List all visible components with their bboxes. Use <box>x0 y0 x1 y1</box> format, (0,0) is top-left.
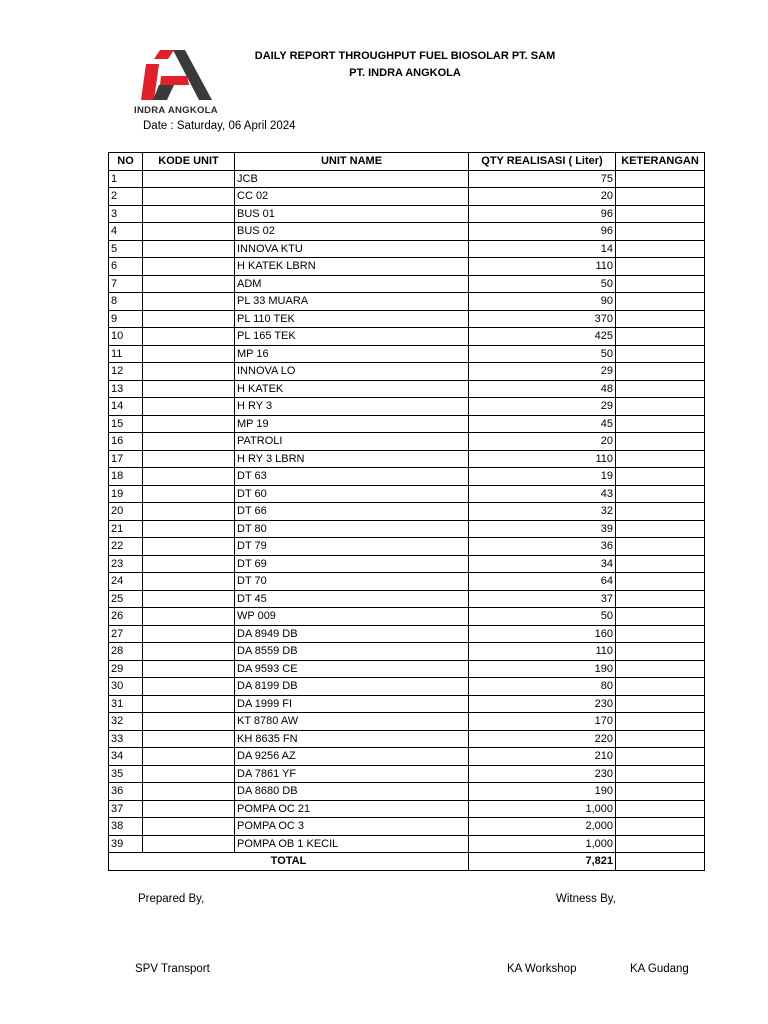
row-qty: 48 <box>469 380 616 398</box>
row-unit-name: MP 19 <box>235 415 469 433</box>
row-unit-name: DA 8680 DB <box>235 783 469 801</box>
row-kode-unit <box>143 748 235 766</box>
table-row <box>109 170 705 188</box>
row-kode-unit <box>143 783 235 801</box>
row-keterangan <box>616 380 705 398</box>
row-qty: 39 <box>469 520 616 538</box>
row-qty: 230 <box>469 765 616 783</box>
table-row <box>109 538 705 556</box>
table-row <box>109 520 705 538</box>
row-kode-unit <box>143 643 235 661</box>
row-qty: 96 <box>469 223 616 241</box>
row-keterangan <box>616 240 705 258</box>
row-unit-name: DA 7861 YF <box>235 765 469 783</box>
row-unit-name: INNOVA KTU <box>235 240 469 258</box>
row-no: 24 <box>109 573 143 591</box>
row-keterangan <box>616 275 705 293</box>
row-keterangan <box>616 538 705 556</box>
row-keterangan <box>616 783 705 801</box>
table-row <box>109 328 705 346</box>
column-header-keterangan: KETERANGAN <box>616 153 705 171</box>
row-no: 26 <box>109 608 143 626</box>
row-qty: 37 <box>469 590 616 608</box>
prepared-by-label: Prepared By, <box>138 893 205 905</box>
row-qty: 170 <box>469 713 616 731</box>
table-row <box>109 205 705 223</box>
table-row <box>109 695 705 713</box>
row-keterangan <box>616 415 705 433</box>
column-header-unit-name: UNIT NAME <box>235 153 469 171</box>
row-kode-unit <box>143 695 235 713</box>
table-row <box>109 783 705 801</box>
row-qty: 190 <box>469 660 616 678</box>
report-date: Date : Saturday, 06 April 2024 <box>143 120 296 132</box>
row-unit-name: DA 1999 FI <box>235 695 469 713</box>
row-unit-name: MP 16 <box>235 345 469 363</box>
row-kode-unit <box>143 800 235 818</box>
row-kode-unit <box>143 258 235 276</box>
table-row <box>109 608 705 626</box>
row-unit-name: JCB <box>235 170 469 188</box>
row-keterangan <box>616 695 705 713</box>
row-qty: 110 <box>469 258 616 276</box>
row-no: 39 <box>109 835 143 853</box>
row-qty: 210 <box>469 748 616 766</box>
row-kode-unit <box>143 240 235 258</box>
table-row <box>109 345 705 363</box>
row-qty: 230 <box>469 695 616 713</box>
row-keterangan <box>616 643 705 661</box>
table-row <box>109 835 705 853</box>
row-unit-name: WP 009 <box>235 608 469 626</box>
row-kode-unit <box>143 608 235 626</box>
row-keterangan <box>616 678 705 696</box>
table-row <box>109 818 705 836</box>
row-kode-unit <box>143 713 235 731</box>
row-keterangan <box>616 170 705 188</box>
row-keterangan <box>616 573 705 591</box>
row-unit-name: INNOVA LO <box>235 363 469 381</box>
row-no: 7 <box>109 275 143 293</box>
row-unit-name: H RY 3 <box>235 398 469 416</box>
row-keterangan <box>616 433 705 451</box>
row-keterangan <box>616 590 705 608</box>
table-row <box>109 275 705 293</box>
row-qty: 160 <box>469 625 616 643</box>
row-keterangan <box>616 345 705 363</box>
row-kode-unit <box>143 205 235 223</box>
row-unit-name: BUS 02 <box>235 223 469 241</box>
table-row <box>109 398 705 416</box>
row-kode-unit <box>143 415 235 433</box>
row-keterangan <box>616 205 705 223</box>
row-no: 10 <box>109 328 143 346</box>
row-no: 28 <box>109 643 143 661</box>
table-row <box>109 625 705 643</box>
row-no: 19 <box>109 485 143 503</box>
logo-text: INDRA ANGKOLA <box>134 105 218 116</box>
row-keterangan <box>616 625 705 643</box>
row-qty: 425 <box>469 328 616 346</box>
table-row <box>109 310 705 328</box>
row-unit-name: PL 110 TEK <box>235 310 469 328</box>
row-kode-unit <box>143 520 235 538</box>
row-kode-unit <box>143 765 235 783</box>
row-qty: 75 <box>469 170 616 188</box>
row-kode-unit <box>143 678 235 696</box>
table-row <box>109 660 705 678</box>
row-no: 29 <box>109 660 143 678</box>
column-header-kode-unit: KODE UNIT <box>143 153 235 171</box>
ka-workshop-label: KA Workshop <box>507 963 577 975</box>
row-qty: 190 <box>469 783 616 801</box>
row-kode-unit <box>143 345 235 363</box>
row-no: 21 <box>109 520 143 538</box>
row-keterangan <box>616 310 705 328</box>
row-no: 17 <box>109 450 143 468</box>
row-unit-name: DA 9256 AZ <box>235 748 469 766</box>
row-no: 14 <box>109 398 143 416</box>
row-qty: 29 <box>469 363 616 381</box>
table-row <box>109 433 705 451</box>
row-unit-name: DT 66 <box>235 503 469 521</box>
row-unit-name: DT 79 <box>235 538 469 556</box>
row-unit-name: CC 02 <box>235 188 469 206</box>
row-keterangan <box>616 748 705 766</box>
row-keterangan <box>616 765 705 783</box>
row-keterangan <box>616 258 705 276</box>
table-row <box>109 730 705 748</box>
row-unit-name: KH 8635 FN <box>235 730 469 748</box>
table-row <box>109 678 705 696</box>
row-kode-unit <box>143 590 235 608</box>
table-row <box>109 450 705 468</box>
row-unit-name: DT 80 <box>235 520 469 538</box>
table-row <box>109 713 705 731</box>
table-row <box>109 468 705 486</box>
row-kode-unit <box>143 818 235 836</box>
row-no: 11 <box>109 345 143 363</box>
row-no: 22 <box>109 538 143 556</box>
row-unit-name: ADM <box>235 275 469 293</box>
row-kode-unit <box>143 485 235 503</box>
row-kode-unit <box>143 398 235 416</box>
row-unit-name: PL 165 TEK <box>235 328 469 346</box>
table-row <box>109 415 705 433</box>
row-no: 20 <box>109 503 143 521</box>
row-no: 27 <box>109 625 143 643</box>
row-no: 23 <box>109 555 143 573</box>
row-keterangan <box>616 468 705 486</box>
row-no: 25 <box>109 590 143 608</box>
row-qty: 64 <box>469 573 616 591</box>
row-kode-unit <box>143 835 235 853</box>
table-row <box>109 590 705 608</box>
row-unit-name: H KATEK LBRN <box>235 258 469 276</box>
row-no: 33 <box>109 730 143 748</box>
row-no: 13 <box>109 380 143 398</box>
row-qty: 14 <box>469 240 616 258</box>
row-qty: 20 <box>469 433 616 451</box>
row-qty: 50 <box>469 275 616 293</box>
row-unit-name: H KATEK <box>235 380 469 398</box>
row-no: 15 <box>109 415 143 433</box>
company-name: PT. INDRA ANGKOLA <box>349 67 461 79</box>
row-unit-name: PATROLI <box>235 433 469 451</box>
row-unit-name: KT 8780 AW <box>235 713 469 731</box>
row-qty: 220 <box>469 730 616 748</box>
table-row <box>109 800 705 818</box>
row-no: 32 <box>109 713 143 731</box>
row-qty: 20 <box>469 188 616 206</box>
row-kode-unit <box>143 433 235 451</box>
report-title: DAILY REPORT THROUGHPUT FUEL BIOSOLAR PT. SAM <box>254 50 556 62</box>
total-row <box>109 853 705 871</box>
row-unit-name: DA 9593 CE <box>235 660 469 678</box>
row-keterangan <box>616 730 705 748</box>
total-qty: 7,821 <box>469 853 616 871</box>
row-qty: 96 <box>469 205 616 223</box>
row-no: 36 <box>109 783 143 801</box>
row-kode-unit <box>143 625 235 643</box>
row-kode-unit <box>143 275 235 293</box>
table-row <box>109 363 705 381</box>
row-unit-name: DT 60 <box>235 485 469 503</box>
row-qty: 1,000 <box>469 800 616 818</box>
row-kode-unit <box>143 730 235 748</box>
row-qty: 2,000 <box>469 818 616 836</box>
row-keterangan <box>616 713 705 731</box>
row-keterangan <box>616 223 705 241</box>
table-row <box>109 293 705 311</box>
row-qty: 19 <box>469 468 616 486</box>
row-kode-unit <box>143 310 235 328</box>
ka-gudang-label: KA Gudang <box>630 963 689 975</box>
row-unit-name: DT 45 <box>235 590 469 608</box>
row-qty: 29 <box>469 398 616 416</box>
row-no: 2 <box>109 188 143 206</box>
row-unit-name: BUS 01 <box>235 205 469 223</box>
row-no: 34 <box>109 748 143 766</box>
table-row <box>109 503 705 521</box>
row-no: 38 <box>109 818 143 836</box>
row-unit-name: DA 8199 DB <box>235 678 469 696</box>
row-no: 6 <box>109 258 143 276</box>
row-unit-name: DT 63 <box>235 468 469 486</box>
row-keterangan <box>616 660 705 678</box>
row-keterangan <box>616 485 705 503</box>
column-header-qty: QTY REALISASI ( Liter) <box>469 153 616 171</box>
row-kode-unit <box>143 573 235 591</box>
row-kode-unit <box>143 660 235 678</box>
table-row <box>109 573 705 591</box>
row-kode-unit <box>143 380 235 398</box>
row-unit-name: PL 33 MUARA <box>235 293 469 311</box>
row-kode-unit <box>143 538 235 556</box>
table-row <box>109 643 705 661</box>
table-row <box>109 223 705 241</box>
row-no: 9 <box>109 310 143 328</box>
row-keterangan <box>616 503 705 521</box>
row-qty: 110 <box>469 450 616 468</box>
row-no: 37 <box>109 800 143 818</box>
row-kode-unit <box>143 188 235 206</box>
row-qty: 50 <box>469 345 616 363</box>
row-keterangan <box>616 398 705 416</box>
table-header-row <box>109 153 705 171</box>
row-keterangan <box>616 520 705 538</box>
row-keterangan <box>616 188 705 206</box>
row-keterangan <box>616 450 705 468</box>
row-qty: 36 <box>469 538 616 556</box>
column-header-no: NO <box>109 153 143 171</box>
total-label: TOTAL <box>109 853 469 871</box>
row-keterangan <box>616 293 705 311</box>
row-unit-name: DA 8559 DB <box>235 643 469 661</box>
row-qty: 34 <box>469 555 616 573</box>
row-kode-unit <box>143 450 235 468</box>
row-no: 35 <box>109 765 143 783</box>
row-kode-unit <box>143 363 235 381</box>
table-row <box>109 380 705 398</box>
row-unit-name: DT 70 <box>235 573 469 591</box>
row-unit-name: DA 8949 DB <box>235 625 469 643</box>
row-no: 18 <box>109 468 143 486</box>
table-row <box>109 258 705 276</box>
row-qty: 90 <box>469 293 616 311</box>
row-keterangan <box>616 363 705 381</box>
row-keterangan <box>616 835 705 853</box>
row-keterangan <box>616 555 705 573</box>
row-qty: 110 <box>469 643 616 661</box>
row-kode-unit <box>143 328 235 346</box>
total-keterangan <box>616 853 705 871</box>
row-keterangan <box>616 608 705 626</box>
row-no: 8 <box>109 293 143 311</box>
row-keterangan <box>616 328 705 346</box>
row-no: 5 <box>109 240 143 258</box>
table-row <box>109 485 705 503</box>
row-unit-name: POMPA OC 3 <box>235 818 469 836</box>
row-no: 16 <box>109 433 143 451</box>
row-kode-unit <box>143 468 235 486</box>
row-qty: 370 <box>469 310 616 328</box>
row-kode-unit <box>143 223 235 241</box>
row-qty: 80 <box>469 678 616 696</box>
row-kode-unit <box>143 555 235 573</box>
table-row <box>109 188 705 206</box>
row-keterangan <box>616 818 705 836</box>
row-no: 31 <box>109 695 143 713</box>
spv-transport-label: SPV Transport <box>135 963 210 975</box>
table-row <box>109 748 705 766</box>
witness-by-label: Witness By, <box>556 893 616 905</box>
row-no: 30 <box>109 678 143 696</box>
row-unit-name: DT 69 <box>235 555 469 573</box>
row-kode-unit <box>143 293 235 311</box>
row-no: 3 <box>109 205 143 223</box>
table-row <box>109 240 705 258</box>
row-unit-name: POMPA OB 1 KECIL <box>235 835 469 853</box>
row-kode-unit <box>143 170 235 188</box>
row-no: 12 <box>109 363 143 381</box>
table-row <box>109 765 705 783</box>
row-qty: 32 <box>469 503 616 521</box>
row-no: 1 <box>109 170 143 188</box>
table-row <box>109 555 705 573</box>
row-unit-name: H RY 3 LBRN <box>235 450 469 468</box>
row-no: 4 <box>109 223 143 241</box>
row-qty: 50 <box>469 608 616 626</box>
row-keterangan <box>616 800 705 818</box>
fuel-report-table <box>108 152 705 871</box>
row-qty: 1,000 <box>469 835 616 853</box>
row-qty: 45 <box>469 415 616 433</box>
row-unit-name: POMPA OC 21 <box>235 800 469 818</box>
row-qty: 43 <box>469 485 616 503</box>
row-kode-unit <box>143 503 235 521</box>
